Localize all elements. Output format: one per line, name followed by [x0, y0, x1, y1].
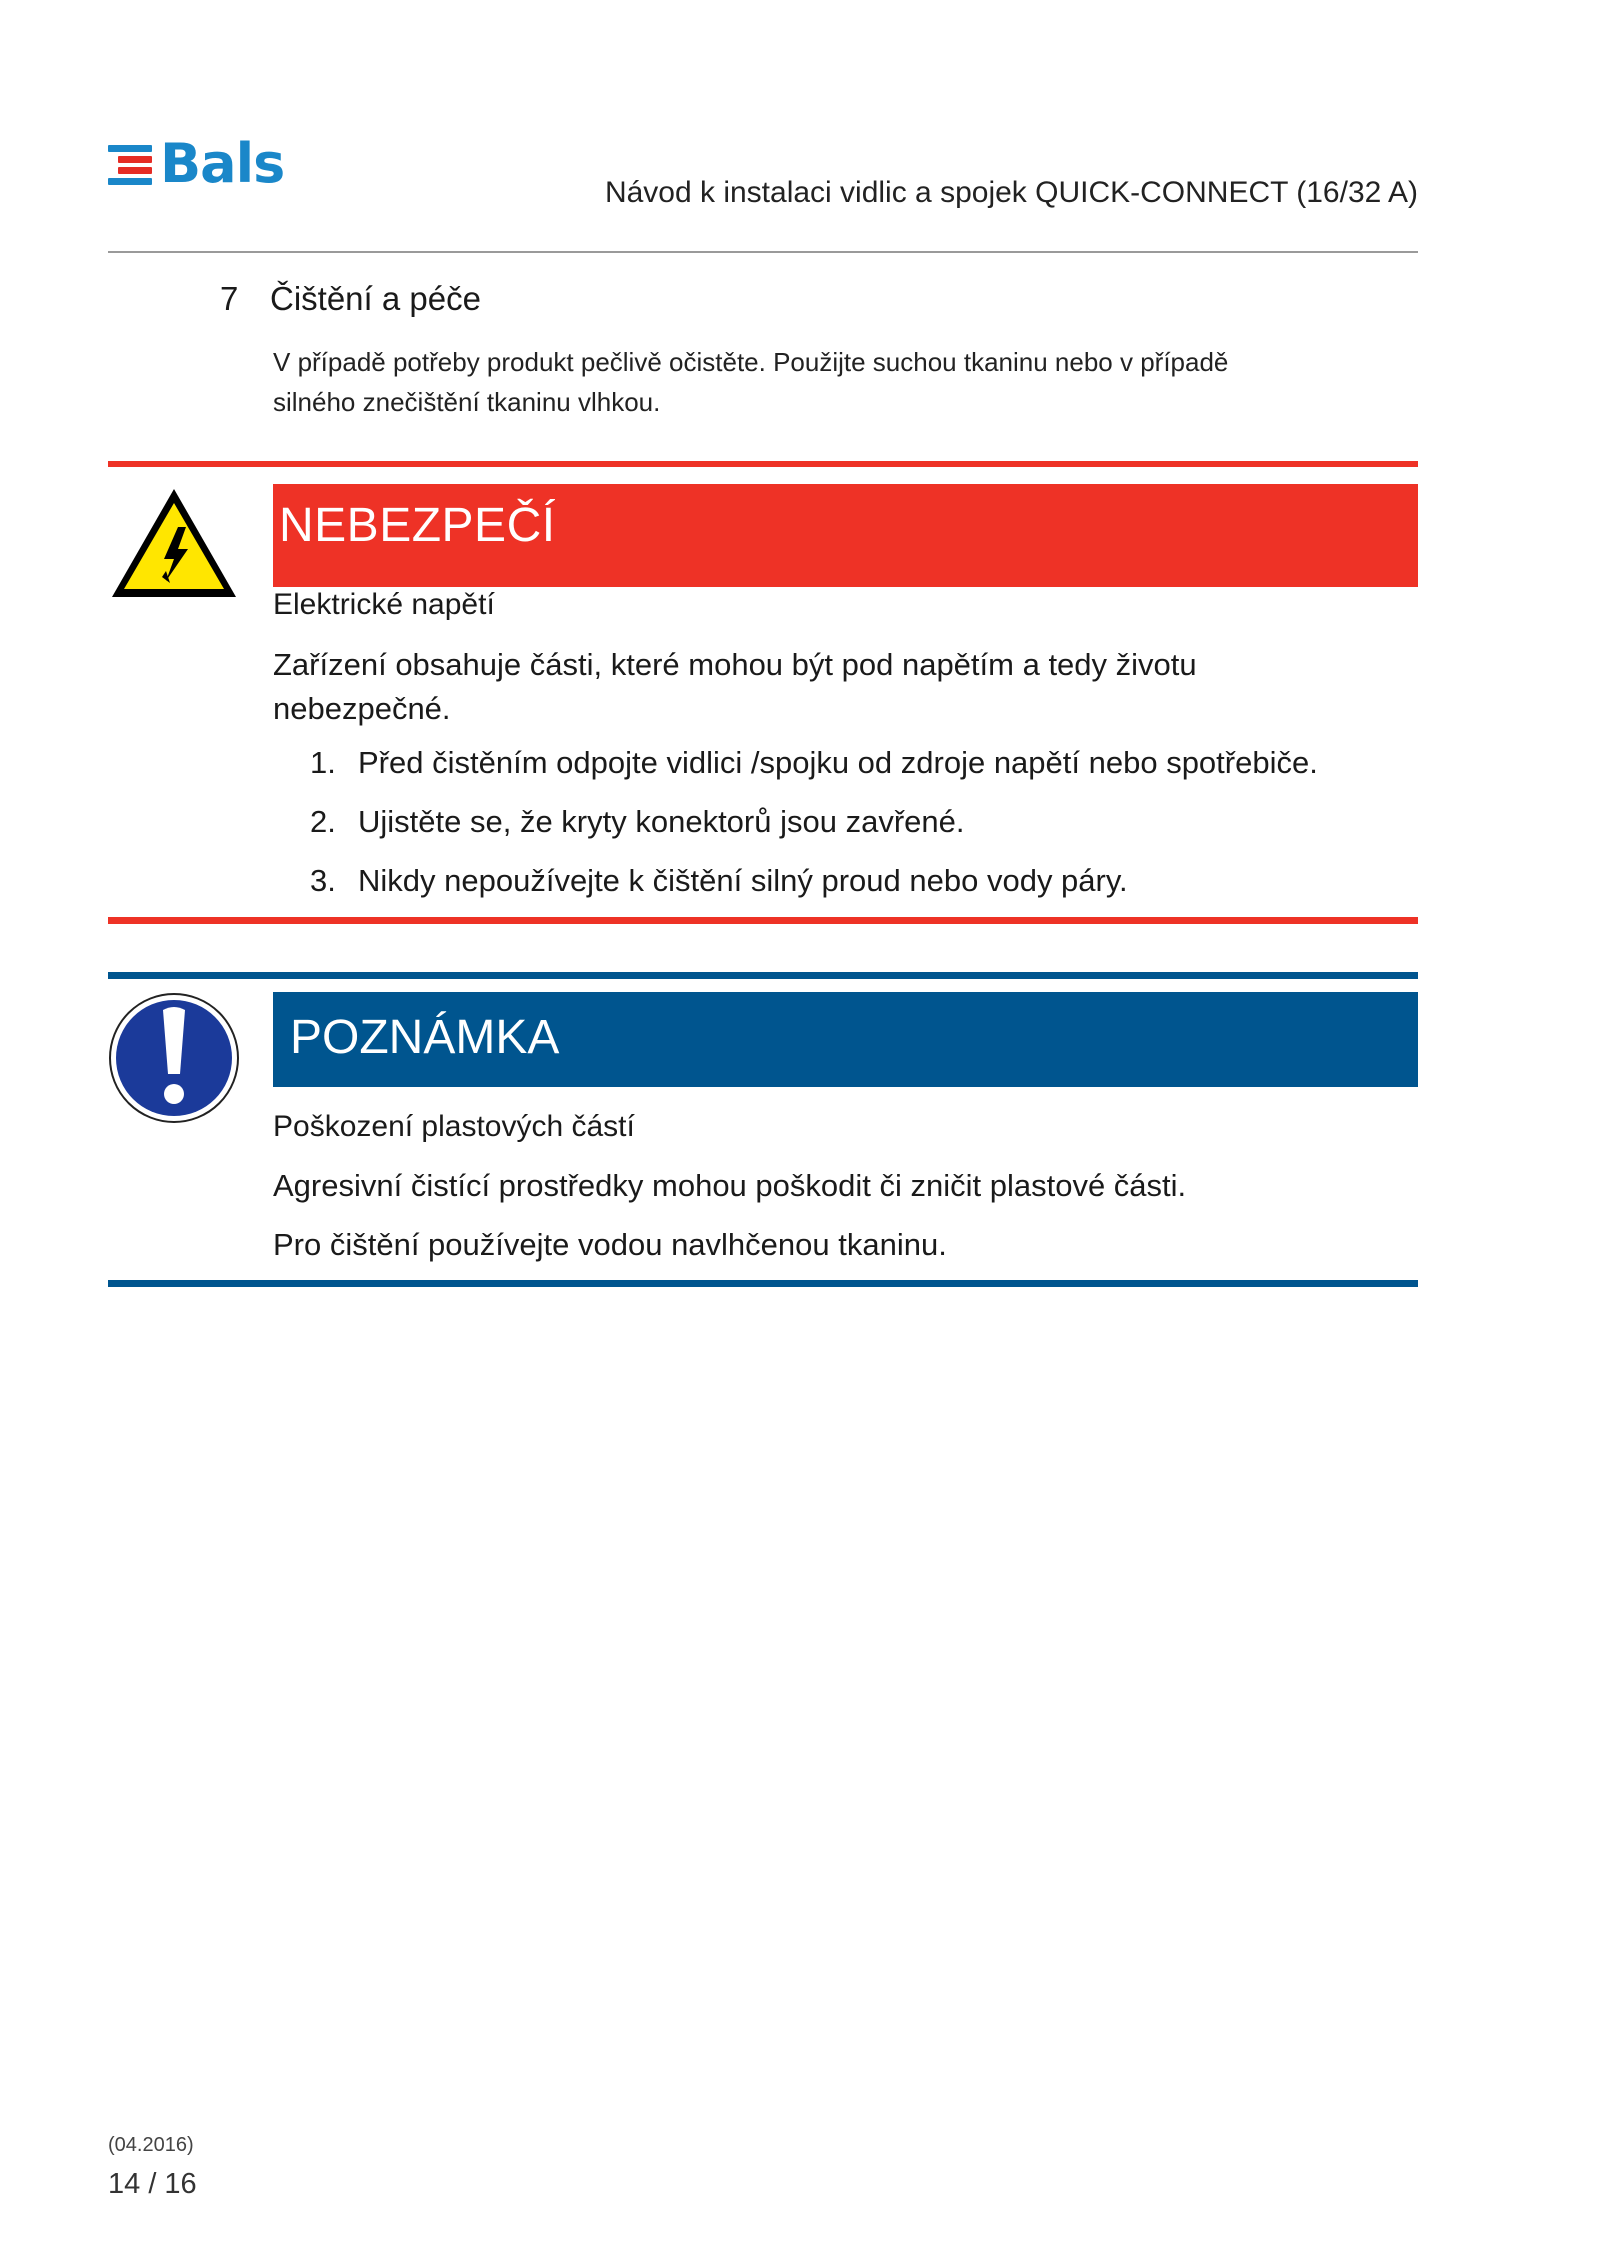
- notice-text-line: Pro čištění používejte vodou navlhčenou tkaninu.: [273, 1227, 947, 1262]
- danger-text: [273, 643, 1273, 731]
- notice-heading: POZNÁMKA: [290, 1011, 560, 1064]
- danger-top-rule: [108, 461, 1418, 467]
- step-number: 2.: [310, 804, 336, 839]
- danger-subheading: Elektrické napětí: [273, 588, 495, 621]
- section-title: Čištění a péče: [270, 280, 481, 317]
- logo-mark: [108, 142, 154, 186]
- section-body-line: V případě potřeby produkt pečlivě očistěte. Použijte suchou tkaninu nebo v případě: [273, 347, 1229, 377]
- danger-bottom-rule: [108, 917, 1418, 924]
- step-number: 3.: [310, 863, 336, 898]
- header-divider: [108, 251, 1418, 253]
- danger-text-line: nebezpečné.: [273, 691, 451, 726]
- footer-date: (04.2016): [108, 2134, 194, 2156]
- notice-banner: [273, 992, 1418, 1087]
- section-body: [273, 342, 1373, 422]
- step-text: Před čistěním odpojte vidlici /spojku od zdroje napětí nebo spotřebiče.: [358, 745, 1318, 780]
- section-body-line: silného znečištění tkaninu vlhkou.: [273, 387, 661, 417]
- step-text: Nikdy nepoužívejte k čištění silný proud nebo vody páry.: [358, 863, 1128, 898]
- step-item: [310, 804, 1318, 863]
- notice-top-rule: [108, 972, 1418, 979]
- document-title: Návod k instalaci vidlic a spojek QUICK-CONNECT (16/32 A): [604, 176, 1418, 209]
- section-number: 7: [220, 280, 239, 317]
- logo-wordmark: Bals: [160, 132, 285, 195]
- danger-steps: [310, 745, 1318, 922]
- danger-text-line: Zařízení obsahuje části, které mohou být pod napětím a tedy životu: [273, 647, 1197, 682]
- notice-bottom-rule: [108, 1280, 1418, 1287]
- bals-logo: [108, 132, 330, 195]
- step-text: Ujistěte se, že kryty konektorů jsou zavřené.: [358, 804, 965, 839]
- step-number: 1.: [310, 745, 336, 780]
- step-item: [310, 745, 1318, 804]
- danger-banner: [273, 484, 1418, 587]
- page-number: 14 / 16: [108, 2168, 197, 2200]
- exclamation-mandatory-icon: [108, 992, 240, 1124]
- notice-subheading: Poškození plastových částí: [273, 1110, 635, 1143]
- high-voltage-warning-icon: [108, 485, 240, 601]
- step-item: [310, 863, 1318, 922]
- danger-heading: NEBEZPEČÍ: [279, 499, 556, 552]
- notice-text-line: Agresivní čistící prostředky mohou poškodit či zničit plastové části.: [273, 1168, 1187, 1203]
